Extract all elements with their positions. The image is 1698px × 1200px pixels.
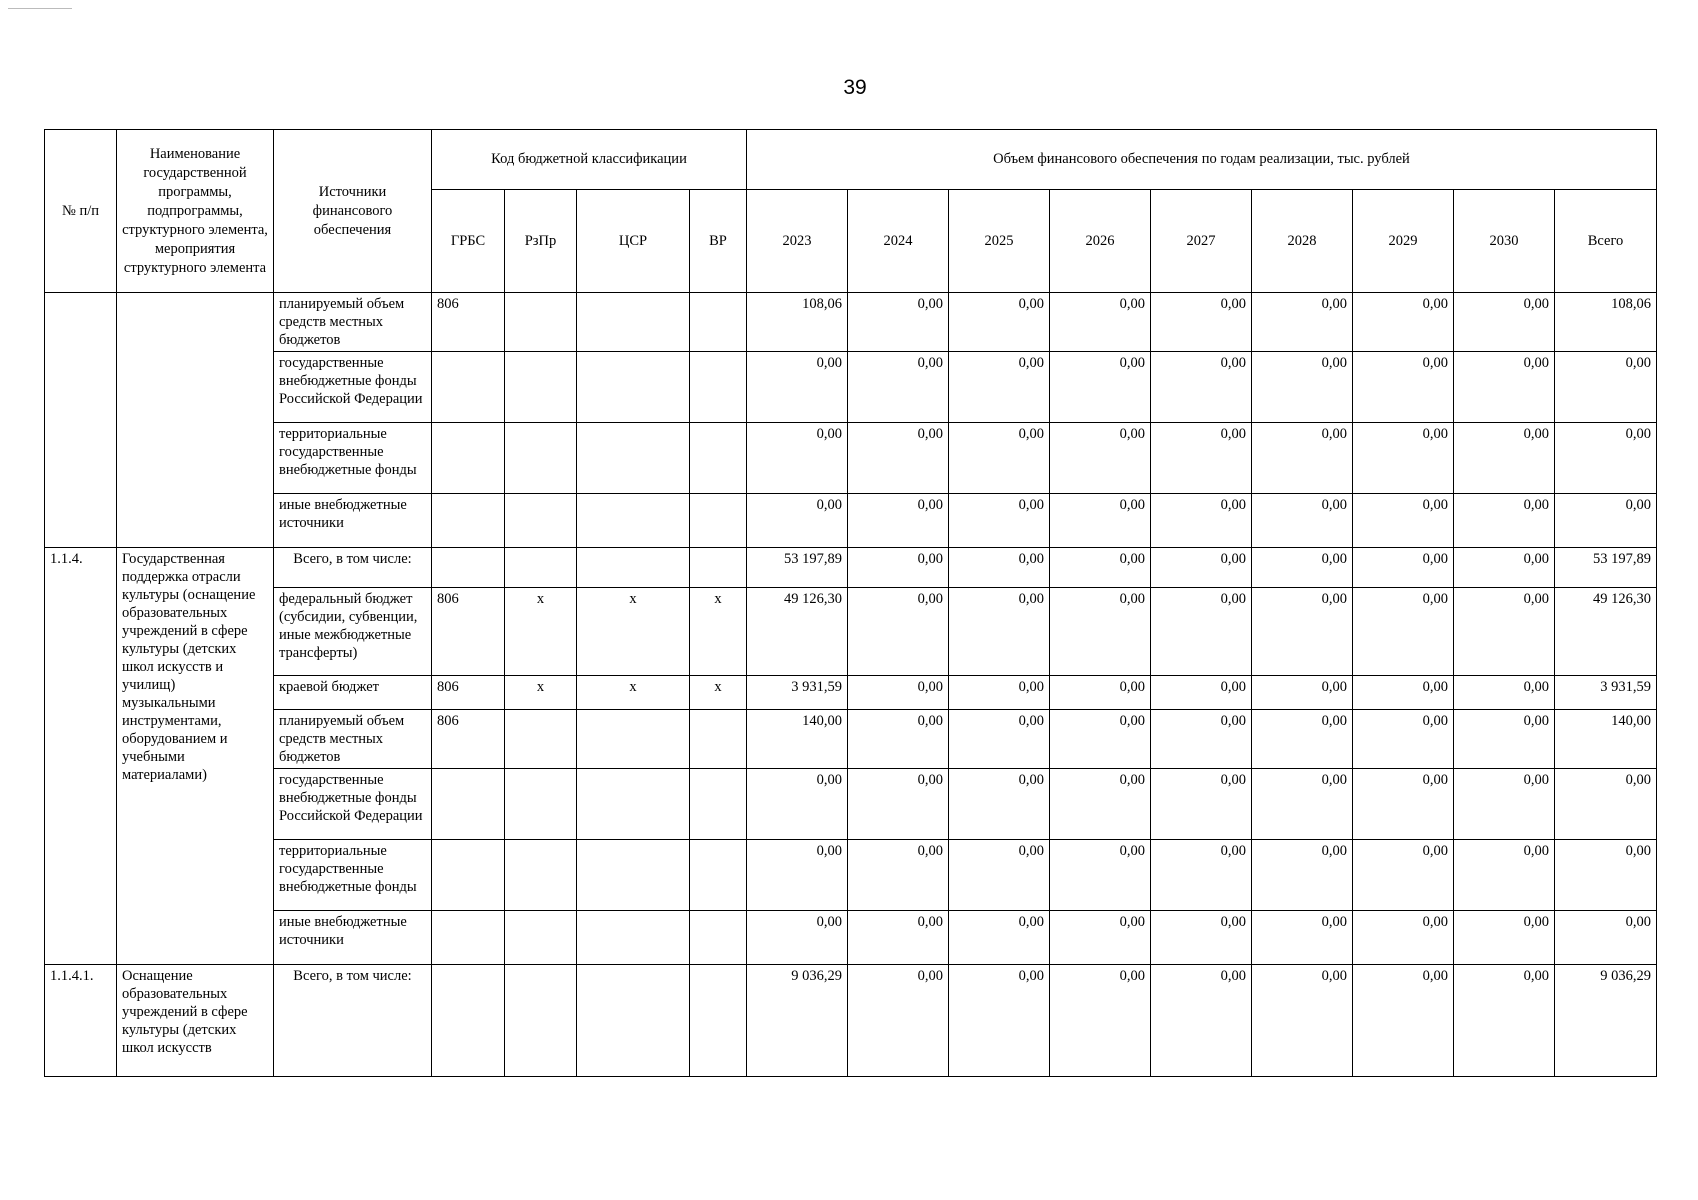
vr-code: х [690,676,747,710]
row-number: 1.1.4.1. [45,965,117,1077]
grbs-code: 806 [432,588,505,676]
rzpr-code [505,769,577,840]
amount-Всего: 53 197,89 [1555,548,1657,588]
vr-code [690,352,747,423]
table-row [45,293,1657,352]
funding-source: территориальные государственные внебюджетные фонды [274,423,432,494]
csr-code: х [577,588,690,676]
amount-2023: 9 036,29 [747,965,848,1077]
amount-2024: 0,00 [848,710,949,769]
header-year-2025: 2025 [949,190,1050,293]
amount-2024: 0,00 [848,423,949,494]
amount-2025: 0,00 [949,710,1050,769]
amount-Всего: 0,00 [1555,769,1657,840]
amount-2023: 3 931,59 [747,676,848,710]
table-row [45,352,1657,423]
amount-2027: 0,00 [1151,352,1252,423]
amount-2025: 0,00 [949,911,1050,965]
amount-2024: 0,00 [848,676,949,710]
funding-source: планируемый объем средств местных бюджетов [274,710,432,769]
amount-2026: 0,00 [1050,840,1151,911]
amount-2025: 0,00 [949,352,1050,423]
header-source: Источники финансового обеспечения [274,130,432,293]
amount-2029: 0,00 [1353,911,1454,965]
rzpr-code [505,911,577,965]
program-name [117,293,274,548]
amount-2029: 0,00 [1353,965,1454,1077]
amount-2030: 0,00 [1454,494,1555,548]
amount-2027: 0,00 [1151,676,1252,710]
amount-2026: 0,00 [1050,965,1151,1077]
header-grbs: ГРБС [432,190,505,293]
table-row [45,494,1657,548]
amount-Всего: 0,00 [1555,840,1657,911]
amount-Всего: 49 126,30 [1555,588,1657,676]
amount-2030: 0,00 [1454,548,1555,588]
header-rzpr: РзПр [505,190,577,293]
amount-2026: 0,00 [1050,352,1151,423]
grbs-code [432,840,505,911]
csr-code: х [577,676,690,710]
vr-code [690,423,747,494]
amount-2025: 0,00 [949,293,1050,352]
amount-2023: 140,00 [747,710,848,769]
amount-2029: 0,00 [1353,840,1454,911]
amount-2028: 0,00 [1252,494,1353,548]
funding-source: Всего, в том числе: [274,548,432,588]
table-row [45,710,1657,769]
amount-2025: 0,00 [949,588,1050,676]
amount-2026: 0,00 [1050,548,1151,588]
amount-2024: 0,00 [848,293,949,352]
amount-2029: 0,00 [1353,293,1454,352]
amount-Всего: 3 931,59 [1555,676,1657,710]
rzpr-code [505,710,577,769]
grbs-code [432,352,505,423]
amount-2025: 0,00 [949,494,1050,548]
csr-code [577,911,690,965]
header-year-2024: 2024 [848,190,949,293]
csr-code [577,548,690,588]
amount-2029: 0,00 [1353,710,1454,769]
amount-2024: 0,00 [848,840,949,911]
amount-Всего: 0,00 [1555,911,1657,965]
program-name: Оснащение образовательных учреждений в сфере культуры (детских школ искусств [117,965,274,1077]
amount-2025: 0,00 [949,423,1050,494]
amount-2024: 0,00 [848,548,949,588]
amount-2027: 0,00 [1151,840,1252,911]
header-number: № п/п [45,130,117,293]
amount-2024: 0,00 [848,352,949,423]
amount-2029: 0,00 [1353,548,1454,588]
amount-2023: 0,00 [747,352,848,423]
header-volume-group: Объем финансового обеспечения по годам реализации, тыс. рублей [747,130,1657,190]
amount-2025: 0,00 [949,548,1050,588]
funding-source: краевой бюджет [274,676,432,710]
header-year-2030: 2030 [1454,190,1555,293]
amount-2027: 0,00 [1151,965,1252,1077]
funding-source: иные внебюджетные источники [274,494,432,548]
amount-2026: 0,00 [1050,911,1151,965]
amount-2029: 0,00 [1353,494,1454,548]
amount-2027: 0,00 [1151,494,1252,548]
header-year-2029: 2029 [1353,190,1454,293]
amount-2030: 0,00 [1454,965,1555,1077]
amount-2023: 0,00 [747,769,848,840]
amount-2027: 0,00 [1151,588,1252,676]
table-row [45,965,1657,1077]
rzpr-code [505,423,577,494]
amount-2024: 0,00 [848,911,949,965]
scan-artifact-line [8,8,72,9]
amount-2028: 0,00 [1252,293,1353,352]
vr-code [690,710,747,769]
csr-code [577,840,690,911]
header-year-2028: 2028 [1252,190,1353,293]
csr-code [577,710,690,769]
vr-code [690,494,747,548]
rzpr-code [505,840,577,911]
amount-2028: 0,00 [1252,352,1353,423]
amount-2027: 0,00 [1151,293,1252,352]
funding-source: иные внебюджетные источники [274,911,432,965]
rzpr-code [505,293,577,352]
amount-Всего: 108,06 [1555,293,1657,352]
program-name: Государственная поддержка отрасли культуры (оснащение образовательных учреждений в сфере культуры (детских школ искусств и училищ) музыкальными инструментами, оборудованием и учебными материалами) [117,548,274,965]
row-number: 1.1.4. [45,548,117,965]
amount-Всего: 0,00 [1555,423,1657,494]
amount-2025: 0,00 [949,769,1050,840]
amount-2024: 0,00 [848,494,949,548]
csr-code [577,423,690,494]
amount-Всего: 140,00 [1555,710,1657,769]
amount-2026: 0,00 [1050,676,1151,710]
grbs-code: 806 [432,293,505,352]
vr-code [690,840,747,911]
table-row [45,911,1657,965]
grbs-code [432,769,505,840]
grbs-code [432,423,505,494]
table-row [45,676,1657,710]
amount-2026: 0,00 [1050,494,1151,548]
csr-code [577,965,690,1077]
table-row [45,840,1657,911]
amount-2023: 0,00 [747,840,848,911]
amount-2026: 0,00 [1050,588,1151,676]
amount-2025: 0,00 [949,676,1050,710]
amount-2028: 0,00 [1252,588,1353,676]
amount-2030: 0,00 [1454,710,1555,769]
amount-2028: 0,00 [1252,423,1353,494]
amount-2027: 0,00 [1151,911,1252,965]
csr-code [577,352,690,423]
rzpr-code [505,965,577,1077]
table-row [45,423,1657,494]
grbs-code [432,548,505,588]
rzpr-code [505,494,577,548]
vr-code [690,911,747,965]
vr-code [690,769,747,840]
amount-2025: 0,00 [949,965,1050,1077]
amount-2026: 0,00 [1050,769,1151,840]
amount-Всего: 0,00 [1555,352,1657,423]
amount-2028: 0,00 [1252,710,1353,769]
amount-2030: 0,00 [1454,293,1555,352]
vr-code [690,548,747,588]
amount-2030: 0,00 [1454,911,1555,965]
funding-source: государственные внебюджетные фонды Российской Федерации [274,769,432,840]
amount-2026: 0,00 [1050,293,1151,352]
amount-2029: 0,00 [1353,769,1454,840]
csr-code [577,769,690,840]
amount-2023: 0,00 [747,911,848,965]
rzpr-code: х [505,676,577,710]
amount-2028: 0,00 [1252,840,1353,911]
vr-code: х [690,588,747,676]
amount-2028: 0,00 [1252,911,1353,965]
grbs-code: 806 [432,676,505,710]
amount-2027: 0,00 [1151,423,1252,494]
amount-2024: 0,00 [848,965,949,1077]
amount-2030: 0,00 [1454,769,1555,840]
amount-2029: 0,00 [1353,352,1454,423]
amount-Всего: 9 036,29 [1555,965,1657,1077]
rzpr-code: х [505,588,577,676]
amount-2029: 0,00 [1353,676,1454,710]
amount-2023: 0,00 [747,494,848,548]
header-name: Наименование государственной программы, подпрограммы, структурного элемента, мероприятия структурного элемента [117,130,274,293]
header-budget-code-group: Код бюджетной классификации [432,130,747,190]
vr-code [690,293,747,352]
amount-2024: 0,00 [848,588,949,676]
table-body [45,293,1657,1077]
amount-2029: 0,00 [1353,423,1454,494]
amount-2028: 0,00 [1252,676,1353,710]
amount-2023: 49 126,30 [747,588,848,676]
funding-source: государственные внебюджетные фонды Российской Федерации [274,352,432,423]
page-number: 39 [843,76,867,99]
amount-2030: 0,00 [1454,588,1555,676]
header-year-2027: 2027 [1151,190,1252,293]
amount-2026: 0,00 [1050,710,1151,769]
header-total: Всего [1555,190,1657,293]
grbs-code: 806 [432,710,505,769]
funding-source: территориальные государственные внебюджетные фонды [274,840,432,911]
header-year-2026: 2026 [1050,190,1151,293]
vr-code [690,965,747,1077]
amount-2024: 0,00 [848,769,949,840]
table-row [45,769,1657,840]
amount-2030: 0,00 [1454,423,1555,494]
header-csr: ЦСР [577,190,690,293]
grbs-code [432,911,505,965]
amount-2028: 0,00 [1252,548,1353,588]
csr-code [577,293,690,352]
funding-source: федеральный бюджет (субсидии, субвенции, иные межбюджетные трансферты) [274,588,432,676]
amount-2028: 0,00 [1252,965,1353,1077]
row-number [45,293,117,548]
amount-2027: 0,00 [1151,769,1252,840]
grbs-code [432,965,505,1077]
amount-2023: 0,00 [747,423,848,494]
csr-code [577,494,690,548]
amount-2027: 0,00 [1151,710,1252,769]
amount-2023: 108,06 [747,293,848,352]
grbs-code [432,494,505,548]
table-row [45,548,1657,588]
header-vr: ВР [690,190,747,293]
amount-2027: 0,00 [1151,548,1252,588]
amount-Всего: 0,00 [1555,494,1657,548]
rzpr-code [505,548,577,588]
funding-source: Всего, в том числе: [274,965,432,1077]
amount-2023: 53 197,89 [747,548,848,588]
financing-table [44,129,1657,1077]
amount-2030: 0,00 [1454,352,1555,423]
amount-2026: 0,00 [1050,423,1151,494]
funding-source: планируемый объем средств местных бюджетов [274,293,432,352]
amount-2029: 0,00 [1353,588,1454,676]
amount-2028: 0,00 [1252,769,1353,840]
amount-2030: 0,00 [1454,676,1555,710]
amount-2030: 0,00 [1454,840,1555,911]
header-year-2023: 2023 [747,190,848,293]
table-row [45,588,1657,676]
rzpr-code [505,352,577,423]
table-header [45,130,1657,293]
amount-2025: 0,00 [949,840,1050,911]
